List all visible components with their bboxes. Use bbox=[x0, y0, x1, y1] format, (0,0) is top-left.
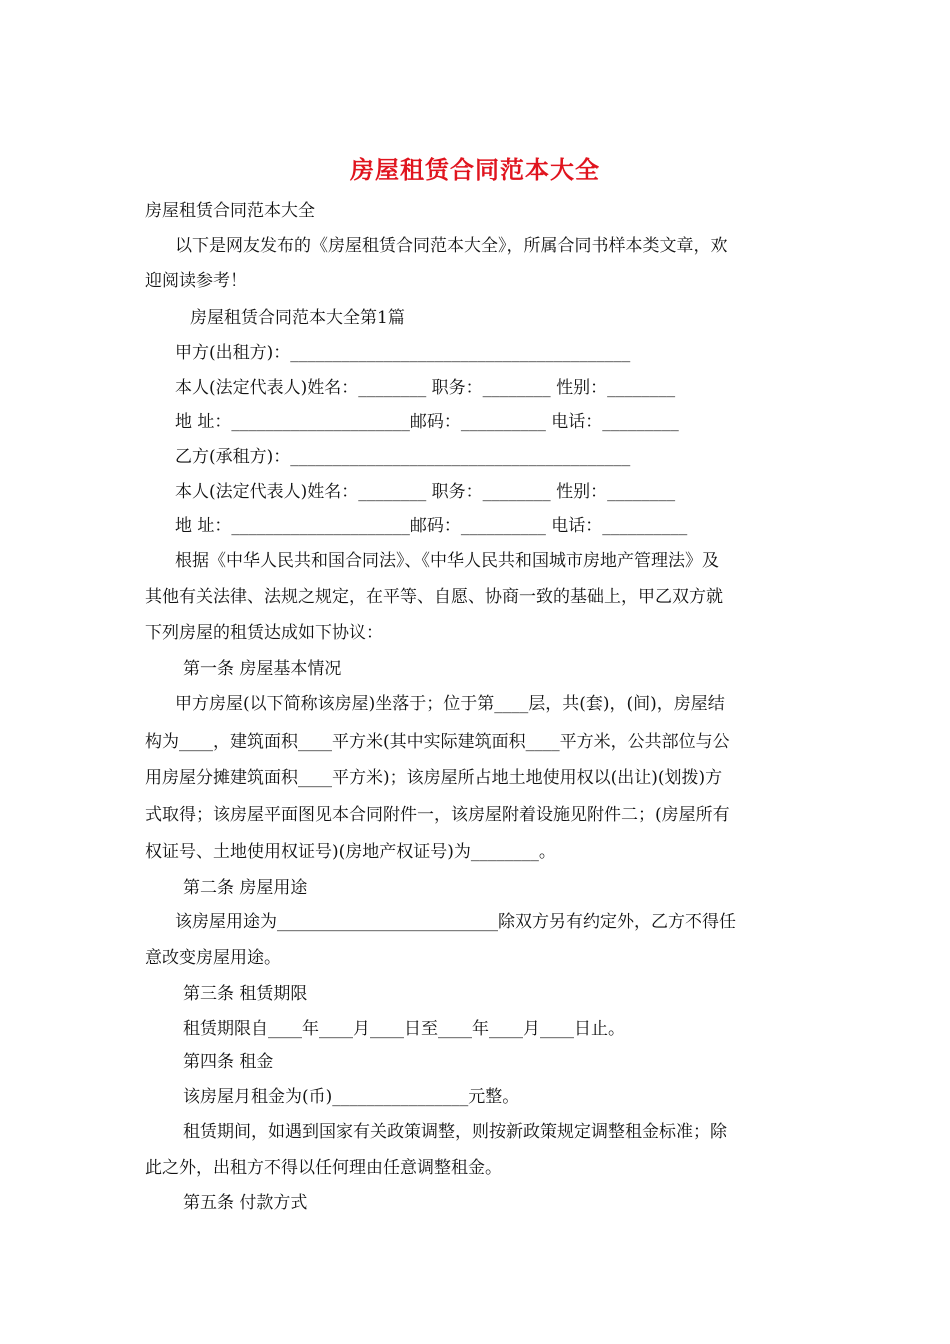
body-line: 根据《中华人民共和国合同法》、《中华人民共和国城市房地产管理法》及 bbox=[175, 551, 719, 571]
party-b-rep-line: 本人(法定代表人)姓名：________ 职务：________ 性别：________ bbox=[175, 482, 676, 502]
body-line: 构为____，建筑面积____平方米(其中实际建筑面积____平方米，公共部位与公 bbox=[145, 732, 730, 752]
document-title: 房屋租赁合同范本大全 bbox=[350, 155, 600, 184]
party-a-rep-line: 本人(法定代表人)姓名：________ 职务：________ 性别：________ bbox=[175, 378, 676, 398]
body-line: 租赁期限自____年____月____日至____年____月____日止。 bbox=[183, 1019, 625, 1039]
body-line: 此之外，出租方不得以任何理由任意调整租金。 bbox=[145, 1158, 502, 1178]
subtitle-line: 房屋租赁合同范本大全 bbox=[145, 201, 315, 221]
body-line: 权证号、土地使用权证号)(房地产权证号)为________。 bbox=[145, 842, 556, 862]
body-line: 该房屋月租金为(币)________________元整。 bbox=[183, 1087, 520, 1107]
article-heading: 第三条 租赁期限 bbox=[183, 984, 308, 1004]
body-line: 下列房屋的租赁达成如下协议： bbox=[145, 623, 383, 643]
intro-line: 迎阅读参考！ bbox=[145, 271, 247, 291]
party-b-line: 乙方(承租方)：________________________________________ bbox=[175, 447, 631, 467]
body-line: 其他有关法律、法规之规定，在平等、自愿、协商一致的基础上，甲乙双方就 bbox=[145, 587, 723, 607]
body-line: 式取得；该房屋平面图见本合同附件一，该房屋附着设施见附件二；(房屋所有 bbox=[145, 805, 730, 825]
body-line: 该房屋用途为__________________________除双方另有约定外，乙方不得任 bbox=[175, 912, 736, 932]
section-heading: 房屋租赁合同范本大全第1篇 bbox=[190, 308, 405, 328]
body-line: 用房屋分摊建筑面积____平方米)；该房屋所占地土地使用权以(出让)(划拨)方 bbox=[145, 768, 723, 788]
party-a-address-line: 地 址：_____________________邮码：__________ 电话：_________ bbox=[175, 412, 679, 432]
party-a-line: 甲方(出租方)：________________________________________ bbox=[175, 343, 631, 363]
body-line: 意改变房屋用途。 bbox=[145, 948, 281, 968]
article-heading: 第一条 房屋基本情况 bbox=[183, 659, 342, 679]
body-line: 甲方房屋(以下简称该房屋)坐落于；位于第____层，共(套)，(间)，房屋结 bbox=[175, 694, 725, 714]
body-line: 租赁期间，如遇到国家有关政策调整，则按新政策规定调整租金标准；除 bbox=[183, 1122, 727, 1142]
article-heading: 第二条 房屋用途 bbox=[183, 878, 308, 898]
article-heading: 第四条 租金 bbox=[183, 1052, 274, 1072]
party-b-address-line: 地 址：_____________________邮码：__________ 电话：__________ bbox=[175, 516, 688, 536]
article-heading: 第五条 付款方式 bbox=[183, 1193, 308, 1213]
intro-line: 以下是网友发布的《房屋租赁合同范本大全》，所属合同书样本类文章，欢 bbox=[175, 236, 728, 256]
